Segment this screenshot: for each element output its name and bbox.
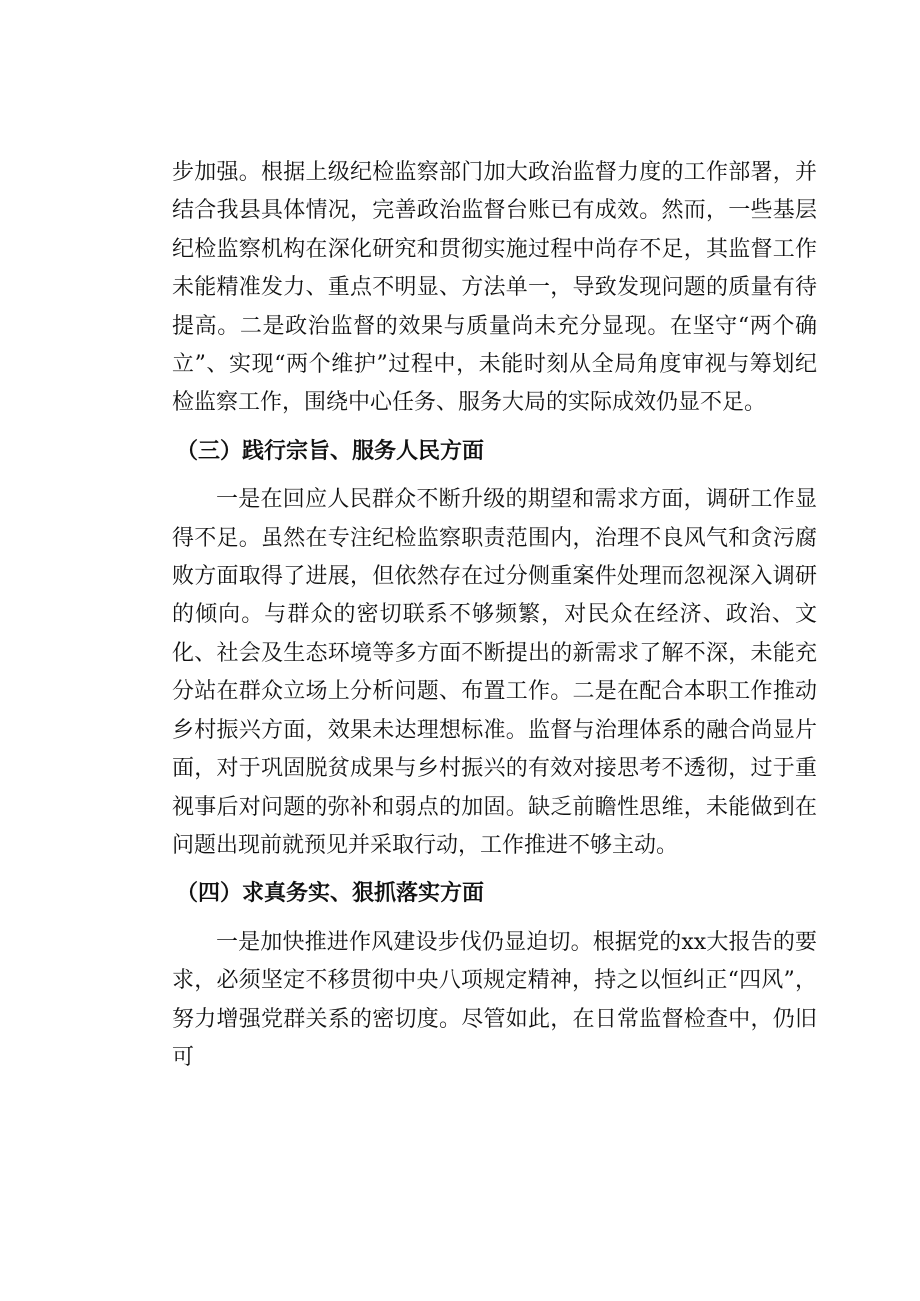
section-heading: （三）践行宗旨、服务人民方面 <box>176 438 485 464</box>
section-heading: （四）求真务实、狠抓落实方面 <box>176 881 485 907</box>
body-paragraph: 一是加快推进作风建设步伐仍显迫切。根据党的xx大报告的要求，必须坚定不移贯彻中央八项规定精神，持之以恒纠正“四风”，努力增强党群关系的密切度。尽管如此，在日常监督检查中，仍旧可 <box>172 929 817 1070</box>
document-body <box>172 154 817 1077</box>
body-paragraph: 步加强。根据上级纪检监察部门加大政治监督力度的工作部署，并结合我县具体情况，完善政治监督台账已有成效。然而，一些基层纪检监察机构在深化研究和贯彻实施过程中尚存不足，其监督工作未能精准发力、重点不明显、方法单一，导致发现问题的质量有待提高。二是政治监督的效果与质量尚未充分显现。在坚守“两个确立”、实现“两个维护”过程中，未能时刻从全局角度审视与筹划纪检监察工作，围绕中心任务、服务大局的实际成效仍显不足。 <box>172 160 817 416</box>
body-paragraph: 一是在回应人民群众不断升级的期望和需求方面，调研工作显得不足。虽然在专注纪检监察职责范围内，治理不良风气和贪污腐败方面取得了进展，但依然存在过分侧重案件处理而忽视深入调研的倾向。与群众的密切联系不够频繁，对民众在经济、政治、文化、社会及生态环境等多方面不断提出的新需求了解不深，未能充分站在群众立场上分析问题、布置工作。二是在配合本职工作推动乡村振兴方面，效果未达理想标准。监督与治理体系的融合尚显片面，对于巩固脱贫成果与乡村振兴的有效对接思考不透彻，过于重视事后对问题的弥补和弱点的加固。缺乏前瞻性思维，未能做到在问题出现前就预见并采取行动，工作推进不够主动。 <box>172 487 817 858</box>
